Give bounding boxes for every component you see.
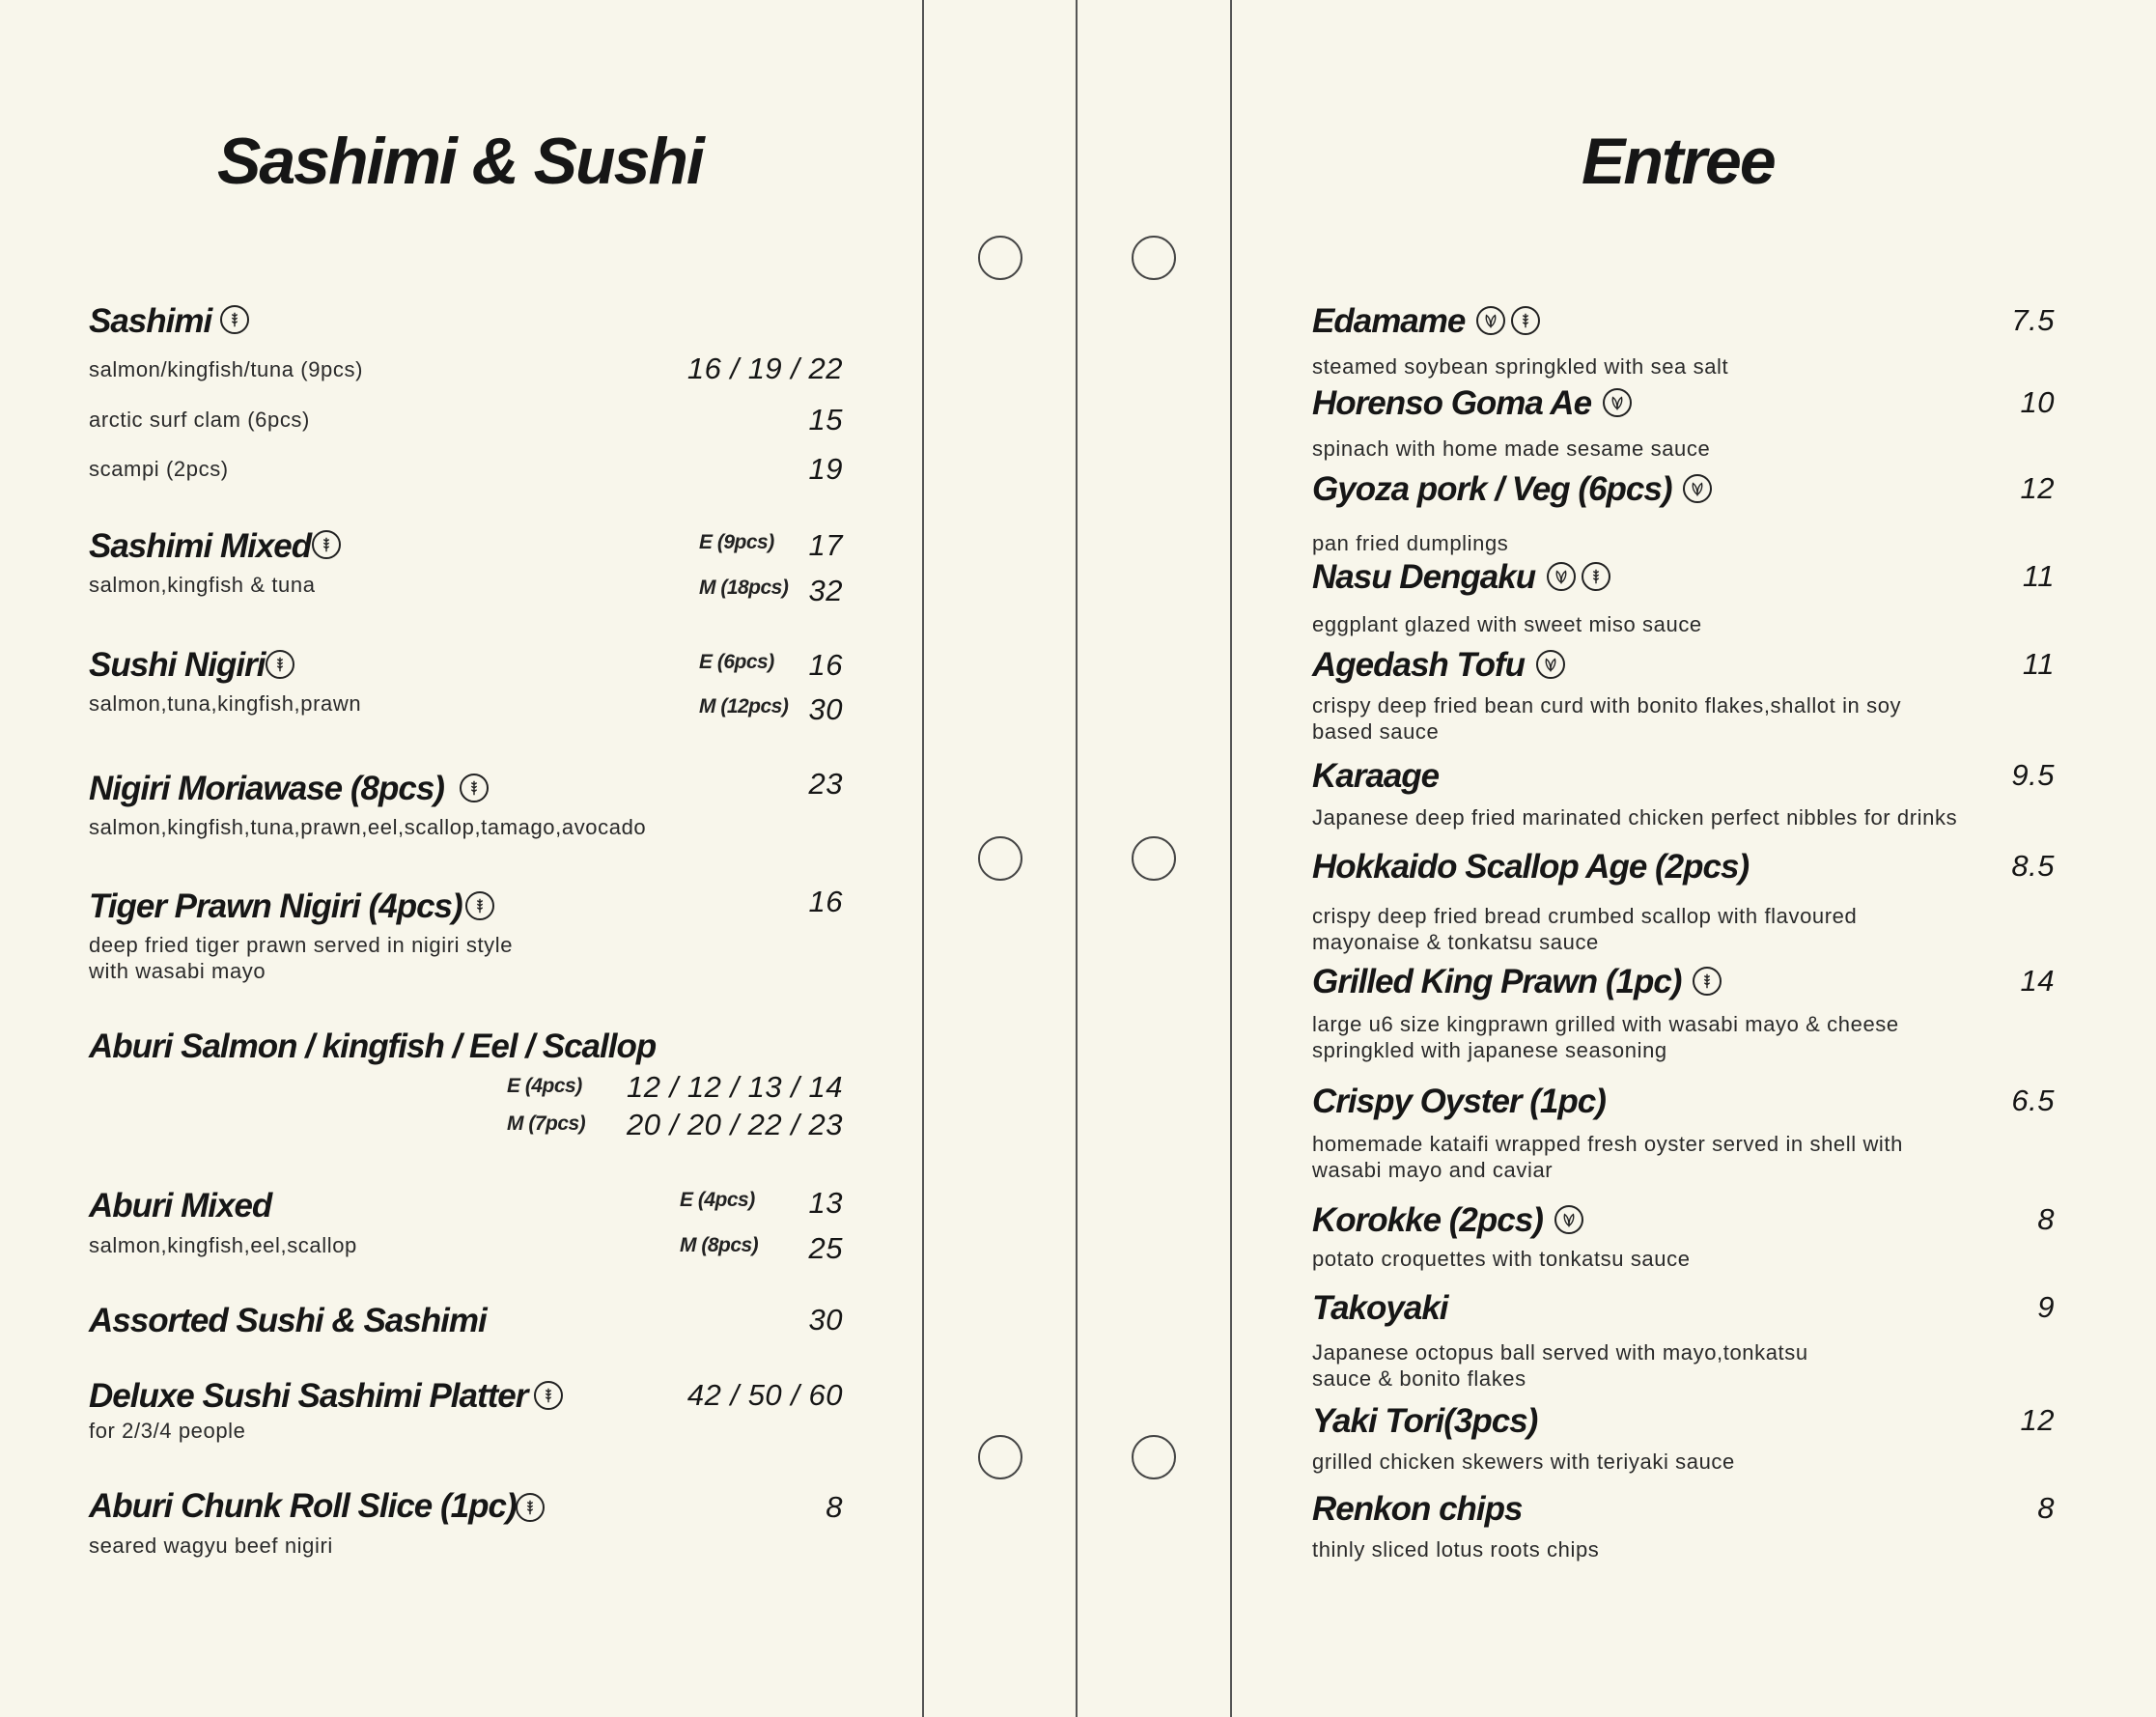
menu-item-desc: Japanese octopus ball served with mayo,tonkatsu xyxy=(1312,1340,1808,1365)
menu-item-name: Aburi Mixed xyxy=(89,1187,272,1224)
menu-item-price: 11 xyxy=(2022,559,2055,593)
menu-item-price: 23 xyxy=(808,767,843,801)
size-label: M (7pcs) xyxy=(507,1112,586,1135)
menu-item-desc: large u6 size kingprawn grilled with wasabi mayo & cheese xyxy=(1312,1012,1899,1036)
gluten-free-icon xyxy=(312,530,341,559)
menu-item-price: 14 xyxy=(2020,964,2055,998)
menu-item-price: 30 xyxy=(808,692,843,726)
menu-item-name: Korokke (2pcs) xyxy=(1312,1201,1543,1239)
menu-item-name: Crispy Oyster (1pc) xyxy=(1312,1083,1606,1120)
menu-item-desc: crispy deep fried bread crumbed scallop with flavoured xyxy=(1312,904,1858,928)
menu-item-name: Edamame xyxy=(1312,302,1466,340)
menu-item-price: 25 xyxy=(808,1231,843,1265)
menu-item-desc: eggplant glazed with sweet miso sauce xyxy=(1312,612,1702,636)
left-page xyxy=(0,0,924,1717)
binder-ring-hole xyxy=(1132,1435,1176,1479)
vegetarian-icon xyxy=(1547,562,1576,591)
menu-item-name: Sashimi xyxy=(89,302,212,340)
menu-item-name: Hokkaido Scallop Age (2pcs) xyxy=(1312,848,1750,886)
menu-item-desc: grilled chicken skewers with teriyaki sauce xyxy=(1312,1450,1735,1474)
menu-item-name: Grilled King Prawn (1pc) xyxy=(1312,963,1682,1000)
menu-item-desc: deep fried tiger prawn served in nigiri style xyxy=(89,933,514,957)
binder-ring-hole xyxy=(978,236,1022,280)
menu-item-desc: with wasabi mayo xyxy=(89,959,266,983)
binder-ring-hole xyxy=(978,836,1022,881)
menu-item-price: 10 xyxy=(2020,385,2055,419)
page-title: Sashimi & Sushi xyxy=(217,125,703,198)
gluten-free-icon xyxy=(460,774,489,802)
menu-item-price: 16 xyxy=(808,648,843,682)
menu-item-desc: steamed soybean springkled with sea salt xyxy=(1312,354,1729,379)
binder-ring-hole xyxy=(978,1435,1022,1479)
gluten-free-icon xyxy=(534,1381,563,1410)
menu-item-price: 8.5 xyxy=(2011,849,2055,883)
menu-item-price: 9.5 xyxy=(2011,758,2055,792)
menu-item-desc: salmon/kingfish/tuna (9pcs) xyxy=(89,357,363,381)
menu-item-price: 16 xyxy=(808,885,843,918)
menu-item-price: 15 xyxy=(808,403,843,436)
size-label: E (4pcs) xyxy=(507,1075,582,1097)
menu-item-desc: sauce & bonito flakes xyxy=(1312,1366,1526,1391)
menu-item-desc: salmon,kingfish,tuna,prawn,eel,scallop,tamago,avocado xyxy=(89,815,647,839)
page-title: Entree xyxy=(1582,125,1775,198)
menu-item-price: 30 xyxy=(808,1303,843,1337)
menu-item-desc: wasabi mayo and caviar xyxy=(1312,1158,1554,1182)
menu-item-name: Horenso Goma Ae xyxy=(1312,384,1592,422)
menu-item-desc: homemade kataifi wrapped fresh oyster served in shell with xyxy=(1312,1132,1903,1156)
menu-item-price: 9 xyxy=(2037,1290,2055,1324)
menu-item-price: 11 xyxy=(2022,647,2055,681)
menu-item-name: Tiger Prawn Nigiri (4pcs) xyxy=(89,887,462,925)
vegetarian-icon xyxy=(1554,1205,1583,1234)
menu-item-price: 6.5 xyxy=(2011,1084,2055,1117)
menu-item-desc: seared wagyu beef nigiri xyxy=(89,1534,333,1558)
menu-item-name: Assorted Sushi & Sashimi xyxy=(89,1302,487,1339)
vegetarian-icon xyxy=(1603,388,1632,417)
menu-item-desc: salmon,kingfish & tuna xyxy=(89,573,316,597)
menu-item-name: Sushi Nigiri xyxy=(89,646,266,684)
size-label: M (12pcs) xyxy=(699,695,789,718)
gluten-free-icon xyxy=(1582,562,1610,591)
menu-item-desc: scampi (2pcs) xyxy=(89,457,229,481)
menu-item-desc: arctic surf clam (6pcs) xyxy=(89,408,310,432)
menu-item-desc: salmon,tuna,kingfish,prawn xyxy=(89,691,362,716)
gluten-free-icon xyxy=(516,1493,545,1522)
size-label: M (18pcs) xyxy=(699,577,789,599)
menu-item-name: Yaki Tori(3pcs) xyxy=(1312,1402,1538,1440)
menu-item-desc: pan fried dumplings xyxy=(1312,531,1509,555)
menu-item-price: 8 xyxy=(826,1490,843,1524)
menu-item-name: Agedash Tofu xyxy=(1312,646,1526,684)
menu-item-name: Renkon chips xyxy=(1312,1490,1523,1528)
menu-item-name: Sashimi Mixed xyxy=(89,527,312,565)
menu-item-name: Aburi Salmon / kingfish / Eel / Scallop xyxy=(89,1027,657,1065)
menu-item-name: Takoyaki xyxy=(1312,1289,1448,1327)
menu-item-desc: spinach with home made sesame sauce xyxy=(1312,436,1711,461)
gluten-free-icon xyxy=(465,891,494,920)
menu-item-price: 32 xyxy=(808,574,843,607)
menu-item-desc: for 2/3/4 people xyxy=(89,1419,246,1443)
menu-item-name: Aburi Chunk Roll Slice (1pc) xyxy=(89,1487,517,1525)
gluten-free-icon xyxy=(220,305,249,334)
menu-item-name: Nigiri Moriawase (8pcs) xyxy=(89,770,444,807)
menu-item-price: 19 xyxy=(808,452,843,486)
size-label: E (6pcs) xyxy=(699,651,774,673)
size-label: E (9pcs) xyxy=(699,531,774,553)
menu-item-desc: crispy deep fried bean curd with bonito flakes,shallot in soy xyxy=(1312,693,1902,718)
menu-item-name: Gyoza pork / Veg (6pcs) xyxy=(1312,470,1672,508)
menu-item-price: 17 xyxy=(808,528,843,562)
menu-item-price: 12 xyxy=(2020,1403,2055,1437)
menu-item-desc: springkled with japanese seasoning xyxy=(1312,1038,1667,1062)
menu-item-price: 8 xyxy=(2037,1491,2055,1525)
binder-ring-hole xyxy=(1132,236,1176,280)
gluten-free-icon xyxy=(266,650,294,679)
size-label: E (4pcs) xyxy=(680,1189,755,1211)
menu-item-name: Deluxe Sushi Sashimi Platter xyxy=(89,1377,528,1415)
menu-item-desc: potato croquettes with tonkatsu sauce xyxy=(1312,1247,1691,1271)
binder-ring-hole xyxy=(1132,836,1176,881)
menu-item-desc: thinly sliced lotus roots chips xyxy=(1312,1537,1600,1562)
menu-item-price: 12 xyxy=(2020,471,2055,505)
menu-item-desc: mayonaise & tonkatsu sauce xyxy=(1312,930,1599,954)
size-label: M (8pcs) xyxy=(680,1234,759,1256)
menu-item-price: 16 / 19 / 22 xyxy=(686,352,843,385)
menu-item-name: Nasu Dengaku xyxy=(1312,558,1536,596)
menu-item-desc: based sauce xyxy=(1312,719,1440,744)
menu-item-price: 20 / 20 / 22 / 23 xyxy=(627,1108,843,1141)
menu-item-desc: Japanese deep fried marinated chicken perfect nibbles for drinks xyxy=(1312,805,1958,830)
menu-item-price: 8 xyxy=(2037,1202,2055,1236)
menu-item-price: 12 / 12 / 13 / 14 xyxy=(627,1070,843,1104)
menu-item-price: 7.5 xyxy=(2011,303,2055,337)
menu-item-desc: salmon,kingfish,eel,scallop xyxy=(89,1233,357,1257)
vegetarian-icon xyxy=(1536,650,1565,679)
menu-item-price: 42 / 50 / 60 xyxy=(686,1378,843,1412)
menu-item-name: Karaage xyxy=(1312,757,1440,795)
menu-item-price: 13 xyxy=(808,1186,843,1220)
